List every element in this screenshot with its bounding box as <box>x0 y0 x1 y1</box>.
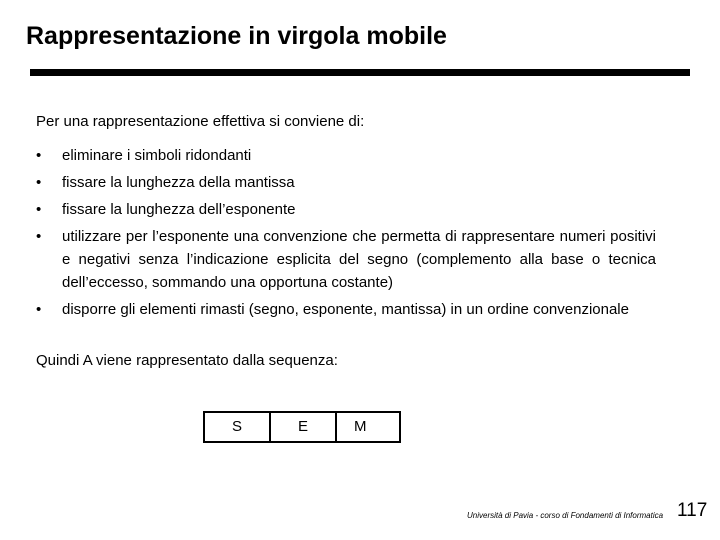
list-item <box>36 144 656 167</box>
title-divider <box>30 69 690 76</box>
sequence-intro-text: Quindi A viene rappresentato dalla sequenza: <box>36 352 338 369</box>
bullet-text: utilizzare per l’esponente una convenzione che permetta di rappresentare numeri positivi e negativi senza l’indicazione esplicita del segno (complemento alla base o tecnica dell’eccesso, sommando una opportuna costante) <box>62 228 656 291</box>
bullet-text: fissare la lunghezza dell’esponente <box>62 201 296 218</box>
bullet-text: disporre gli elementi rimasti (segno, esponente, mantissa) in un ordine convenzionale <box>62 301 629 318</box>
list-item <box>36 171 656 194</box>
bullet-text: eliminare i simboli ridondanti <box>62 147 252 164</box>
footer-text: Università di Pavia - corso di Fondamenti di Informatica <box>467 511 664 520</box>
bullet-marker: • <box>36 228 42 245</box>
sequence-cell-sign: S <box>205 413 271 441</box>
list-item <box>36 298 656 321</box>
slide-title: Rappresentazione in virgola mobile <box>26 22 447 50</box>
bullet-list <box>36 144 656 325</box>
bullet-marker: • <box>36 174 42 191</box>
intro-text: Per una rappresentazione effettiva si conviene di: <box>36 113 365 130</box>
sign-exponent-mantissa-sequence <box>203 411 401 443</box>
bullet-marker: • <box>36 201 42 218</box>
sequence-cell-mantissa: M <box>354 418 367 435</box>
list-item <box>36 198 656 221</box>
bullet-text: fissare la lunghezza della mantissa <box>62 174 295 191</box>
list-item <box>36 225 656 294</box>
page-number: 117 <box>677 500 708 521</box>
bullet-marker: • <box>36 147 42 164</box>
sequence-cell-exponent: E <box>271 413 337 441</box>
bullet-marker: • <box>36 301 42 318</box>
